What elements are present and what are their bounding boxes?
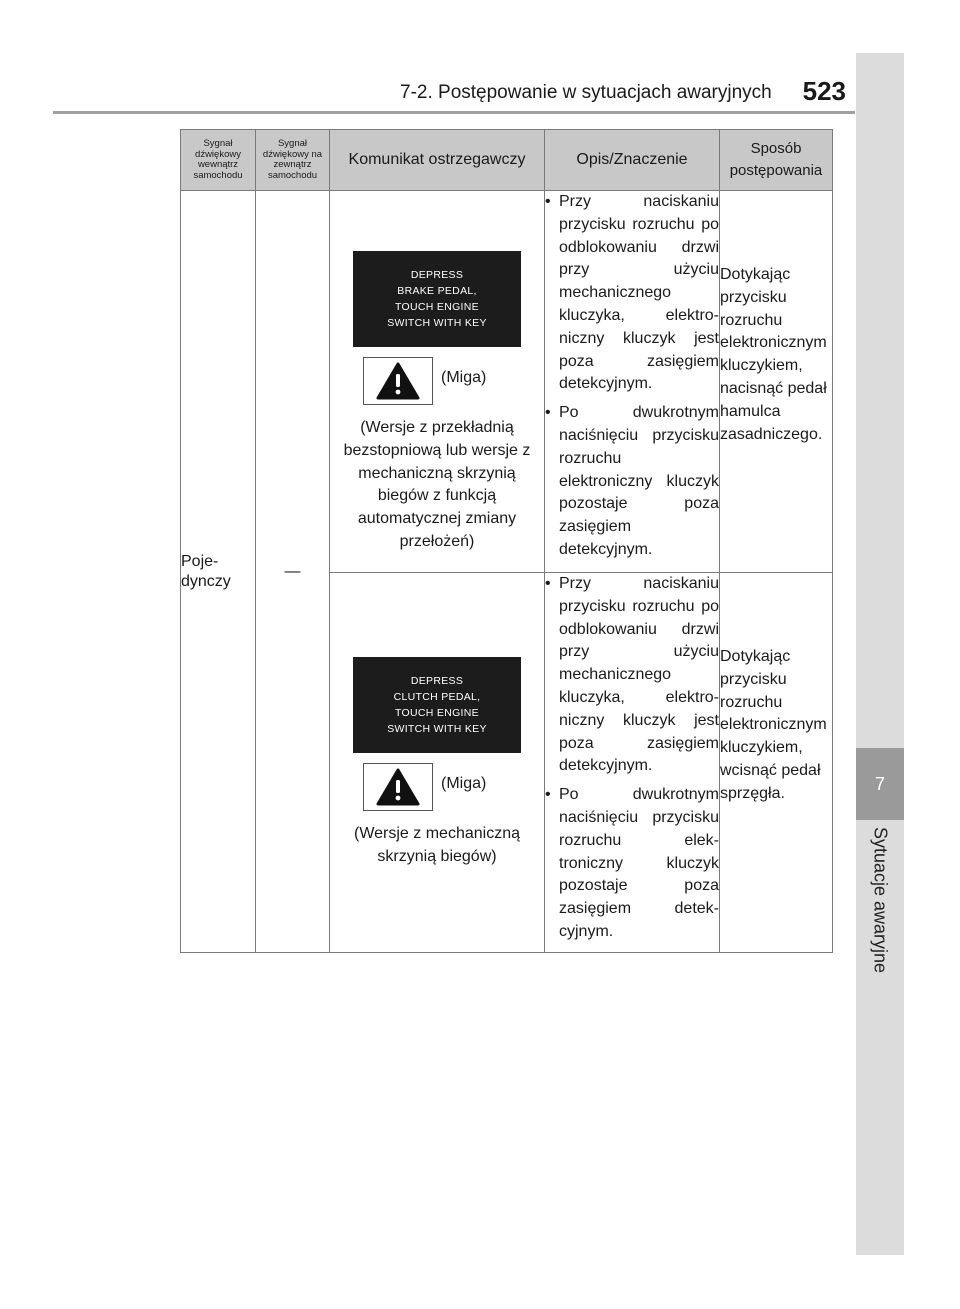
category-cell: Pojedynczy [181,191,256,953]
display-line: DEPRESS [410,269,464,281]
display-line: SWITCH WITH KEY [387,317,487,329]
description-bullet: • Po dwukrotnym naciśnięciu przycisku rozruchu elektroniczny kluczyk pozostaje poza zasięgiem detekcyjnym. [545,402,719,562]
exterior-signal-cell: — [256,191,330,953]
dashboard-display-image [353,657,521,753]
table-header-row [181,130,833,191]
description-cell [545,573,720,953]
display-line: DEPRESS [410,675,464,687]
warning-symbol-row [330,357,544,405]
procedure-cell [720,191,833,573]
warning-icon [363,763,433,811]
display-line: TOUCH ENGINE [395,301,479,313]
header-procedure: Sposób postępowania [720,130,833,191]
page-number: 523 [802,76,846,106]
procedure-cell [720,573,833,953]
description-cell [545,191,720,573]
procedure-text: Dotykając przycisku rozruchu elektronicznym kluczykiem, nacisnąć pedał hamulca zasadniczego. [720,266,827,443]
display-line: CLUTCH PEDAL, [393,691,481,703]
blink-label: (Miga) [441,775,487,792]
header-interior-signal: Sygnał dźwiękowy wewnątrz samochodu [181,130,256,191]
header-description: Opis/Znaczenie [545,130,720,191]
header-warning-message: Komunikat ostrzegawczy [330,130,545,191]
version-note: (Wersje z mechaniczną skrzynią biegów) [354,825,520,865]
table-row [181,191,833,573]
header-exterior-signal: Sygnał dźwiękowy na zewnątrz samochodu [256,130,330,191]
blink-label: (Miga) [441,369,487,386]
chapter-number-tab: 7 [856,748,904,820]
message-cell [330,191,545,573]
warning-table [180,129,833,953]
section-title: 7-2. Postępowanie w sytuacjach awaryjnych [400,82,772,103]
chapter-label: Sytuacje awaryjne [870,826,891,974]
procedure-text: Dotykając przycisku rozruchu elektronicznym kluczykiem, wcisnąć pedał sprzęgła. [720,648,827,802]
display-line: BRAKE PEDAL, [397,285,477,297]
description-bullet: • Przy naciskaniu przycisku rozruchu po odblokowaniu drzwi przy użyciu mechanicznego kluczyka, elektroniczny kluczyk jest poza zasięgiem detekcyjnym. [545,191,719,396]
warning-symbol-row [330,763,544,811]
display-line: SWITCH WITH KEY [387,723,487,735]
dashboard-display-image [353,251,521,347]
description-bullet: • Przy naciskaniu przycisku rozruchu po odblokowaniu drzwi przy użyciu mechanicznego kluczyka, elektroniczny kluczyk jest poza zasięgiem detekcyjnym. [545,573,719,778]
header-rule [53,111,855,114]
side-tab-strip [856,53,904,1255]
warning-icon [363,357,433,405]
display-line: TOUCH ENGINE [395,707,479,719]
version-note: (Wersje z przekładnią bezstopniową lub wersje z mechaniczną skrzynią biegów z funkcją automatycznej zmiany przełożeń) [343,419,531,550]
description-bullet: • Po dwukrotnym naciśnięciu przycisku rozruchu elektroniczny kluczyk pozostaje poza zasięgiem detekcyjnym. [545,784,719,944]
message-cell [330,573,545,953]
